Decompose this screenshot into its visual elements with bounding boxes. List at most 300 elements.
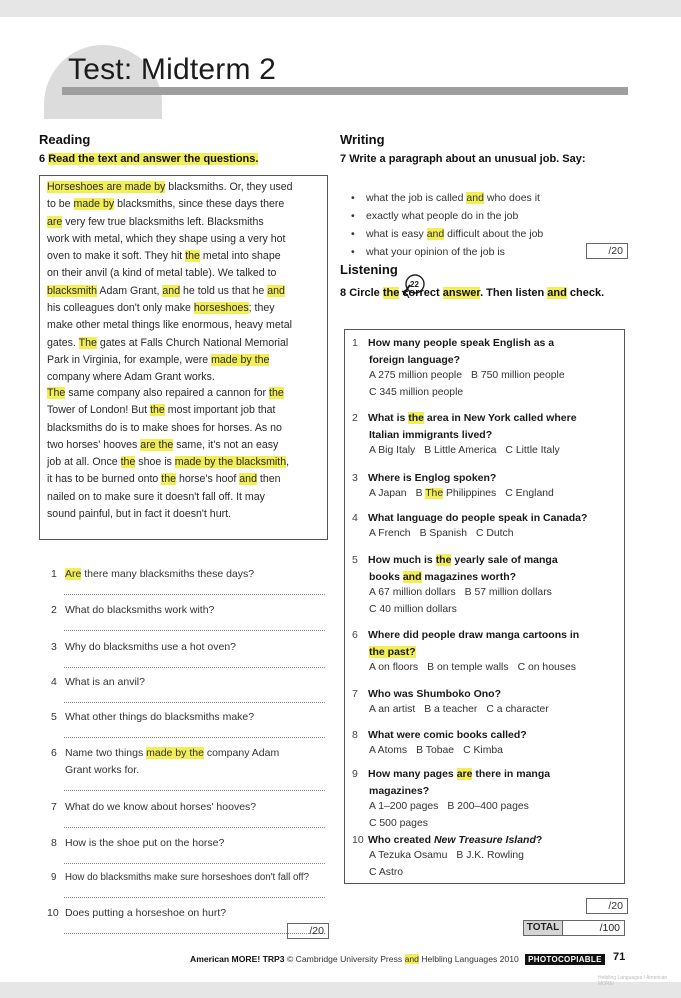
question-text: foreign language? (369, 354, 461, 366)
footer-copyright (190, 954, 605, 965)
text-run: he told us that he (180, 284, 268, 297)
text-run: most important job that (164, 404, 276, 417)
question-number: 7 (51, 801, 57, 813)
text-run: horseshoes (193, 302, 249, 315)
question-text: What is (368, 412, 409, 424)
option-text: 345 million people (379, 387, 464, 398)
writing-task-number: 7 (340, 153, 347, 165)
text-run: blacksmiths. Or, they used (165, 181, 293, 193)
option-letter: C (505, 445, 516, 456)
text-line (47, 231, 327, 248)
question-number: 2 (352, 412, 358, 424)
answer-options-row (369, 445, 569, 456)
answer-option[interactable] (416, 488, 497, 499)
text-run: it has to be burned onto (47, 473, 162, 486)
text-run: two horses' hooves (47, 438, 141, 451)
option-text: 1–200 pages (378, 801, 439, 812)
text-run: his colleagues don't only make (47, 302, 194, 315)
option-letter: A (369, 445, 379, 456)
answer-option[interactable] (369, 604, 457, 615)
bullet-text: exactly what people do in the job (366, 210, 519, 222)
text-run: sound painful, but in fact it doesn't hurt. (47, 508, 231, 521)
listening-question (352, 727, 527, 744)
footer-small-print: Helbling Languages / American MORE! (598, 975, 668, 987)
text-line (47, 471, 327, 488)
listening-question-line (352, 510, 587, 527)
text-run: and (239, 473, 257, 486)
text-run: the (161, 473, 176, 486)
listening-score-box[interactable]: /20 (586, 898, 628, 914)
option-letter: A (369, 745, 378, 756)
footer-copyright-before: © Cambridge University Press (286, 954, 405, 964)
question-number: 3 (352, 472, 358, 484)
answer-option[interactable] (486, 704, 548, 715)
worksheet-page (0, 17, 681, 987)
reading-paragraph-1 (47, 179, 327, 387)
option-text: 750 million people (480, 370, 565, 381)
reading-question (51, 566, 254, 583)
question-text: What do blacksmiths work with? (65, 604, 215, 616)
question-text: What language do people speak in Canada? (368, 512, 588, 524)
listening-task-number: 8 (340, 287, 347, 299)
question-text: magazines worth? (421, 571, 517, 583)
reading-task (39, 153, 258, 165)
listening-question-line (352, 335, 554, 352)
text-run: gates at Falls Church National Memorial (96, 336, 289, 349)
answer-options-row (369, 801, 538, 812)
text-run: gates. (47, 336, 79, 349)
text-run: Horseshoes are made by (47, 181, 166, 193)
option-text: a character (496, 704, 549, 715)
text-run: company where Adam Grant works. (47, 371, 215, 384)
text-run: The (78, 336, 97, 349)
text-line (47, 420, 327, 437)
writing-task (340, 153, 586, 165)
text-line (47, 385, 327, 402)
listening-task-run: Circle (349, 287, 383, 299)
option-text: J.K. Rowling (466, 850, 524, 861)
option-letter: A (369, 662, 379, 673)
listening-task (340, 287, 604, 299)
answer-option[interactable] (369, 818, 428, 829)
question-number: 6 (51, 747, 57, 759)
question-text: company Adam (203, 747, 280, 759)
answer-option[interactable] (456, 850, 524, 861)
question-text: How much is (368, 554, 436, 566)
answer-options-row (369, 488, 563, 499)
text-line (47, 300, 327, 317)
option-text: Japan (378, 488, 407, 499)
option-letter: B (419, 528, 430, 539)
answer-options-row (369, 587, 561, 598)
text-line (47, 265, 327, 282)
text-run: nailed on to make sure it doesn't fall off. It may (47, 490, 265, 503)
option-text: an artist (378, 704, 416, 715)
option-text: Little America (434, 445, 497, 456)
photocopiable-badge: PHOTOCOPIABLE (525, 954, 605, 965)
question-text: made by the (146, 747, 204, 759)
text-run: and (162, 284, 181, 297)
answer-option[interactable] (416, 745, 454, 756)
question-text: How do blacksmiths make sure horseshoes don't fall off? (65, 872, 309, 883)
answer-options-row (369, 370, 574, 381)
option-letter: C (486, 704, 497, 715)
question-text: What were comic books called? (368, 729, 527, 741)
answer-line[interactable] (64, 594, 325, 595)
listening-question (352, 832, 542, 849)
question-text: are (456, 768, 473, 780)
question-text: Does putting a horseshoe on hurt? (65, 907, 227, 919)
option-text: on temple walls (436, 662, 509, 673)
listening-question (352, 766, 550, 800)
answer-option[interactable] (505, 445, 559, 456)
answer-line[interactable] (64, 630, 325, 631)
text-run: then (256, 473, 281, 486)
answer-option[interactable] (465, 587, 552, 598)
option-letter: A (369, 528, 379, 539)
bullet-text: what is easy (366, 228, 427, 240)
answer-line[interactable] (64, 737, 325, 738)
question-number: 6 (352, 629, 358, 641)
footer-book-title: American MORE! TRP3 (190, 954, 285, 964)
title-underline-bar (62, 87, 628, 95)
answer-option[interactable] (369, 488, 407, 499)
text-line (47, 196, 327, 213)
answer-line[interactable] (64, 827, 325, 828)
option-letter: B (415, 488, 426, 499)
answer-option[interactable] (369, 745, 407, 756)
answer-line[interactable] (64, 863, 325, 864)
footer-copyright-after: Helbling Languages 2010 (418, 954, 519, 964)
listening-question-line (352, 686, 501, 703)
text-run: ; they (248, 302, 275, 315)
writing-task-text: Write a paragraph about an unusual job. Say: (349, 153, 586, 165)
reading-heading: Reading (39, 132, 91, 147)
text-run: made by the (211, 353, 270, 366)
text-run: The (47, 387, 66, 399)
option-letter: B (424, 704, 435, 715)
option-text: Spanish (429, 528, 467, 539)
question-number: 9 (51, 872, 57, 883)
question-text: New Treasure Island (433, 834, 536, 846)
reading-question (51, 835, 224, 852)
option-letter: B (456, 850, 467, 861)
text-run: job at all. Once (47, 456, 121, 469)
writing-bullet (351, 246, 505, 258)
question-number: 5 (352, 554, 358, 566)
option-text: 275 million people (378, 370, 463, 381)
answer-option[interactable] (369, 801, 438, 812)
reading-question (51, 799, 256, 816)
option-text: Astro (378, 867, 404, 878)
option-text: a teacher (434, 704, 478, 715)
text-line (47, 369, 327, 386)
option-text: Tobae (425, 745, 455, 756)
question-text: Where is Englog spoken? (368, 472, 497, 484)
text-line (47, 489, 327, 506)
question-number: 9 (352, 768, 358, 780)
listening-task-run: the (382, 287, 400, 299)
question-text: there many blacksmiths these days? (81, 568, 255, 580)
option-text: French (378, 528, 411, 539)
answer-option[interactable] (424, 445, 496, 456)
footer-and: and (404, 954, 419, 964)
text-run: Adam Grant, (97, 284, 163, 297)
option-text: on floors (378, 662, 419, 673)
listening-question-line (352, 627, 579, 644)
answer-option[interactable] (447, 801, 528, 812)
option-letter: C (369, 818, 380, 829)
listening-question (352, 410, 577, 444)
question-number: 10 (352, 834, 364, 846)
option-text: 57 million dollars (474, 587, 552, 598)
answer-option[interactable] (518, 662, 576, 673)
listening-track-number: 22 (410, 280, 419, 289)
question-number: 3 (51, 641, 57, 653)
answer-options-row (369, 604, 466, 615)
reading-paragraph-2 (47, 385, 327, 523)
reading-question (51, 639, 236, 656)
question-number: 10 (47, 907, 59, 919)
question-number: 4 (51, 676, 57, 688)
answer-options-row (369, 745, 512, 756)
option-letter: A (369, 488, 379, 499)
text-run: are (47, 215, 63, 228)
answer-line[interactable] (64, 897, 325, 898)
text-line (47, 402, 327, 419)
text-run: blacksmith (47, 284, 98, 297)
answer-option[interactable] (476, 528, 514, 539)
question-number: 8 (51, 837, 57, 849)
text-run: Tower of London! But (47, 404, 151, 417)
option-letter: B (424, 445, 435, 456)
text-run: shoe is (135, 456, 175, 469)
question-text: Where did people draw manga cartoons in (368, 629, 580, 641)
text-run: to be (47, 198, 74, 211)
option-letter: C (475, 528, 487, 539)
text-run: are the (140, 438, 174, 451)
answer-option[interactable] (420, 528, 467, 539)
bullet-icon: • (351, 246, 355, 258)
option-letter: A (369, 587, 379, 598)
option-text: Philippines (443, 488, 497, 499)
reading-question (51, 602, 214, 619)
question-text: ? (535, 834, 543, 846)
question-text: yearly sale of manga (451, 554, 558, 566)
question-number: 1 (51, 568, 57, 580)
option-text: England (515, 488, 554, 499)
answer-option[interactable] (424, 704, 477, 715)
option-text: 200–400 pages (457, 801, 529, 812)
reading-question (47, 905, 226, 922)
answer-option[interactable] (471, 370, 565, 381)
question-text: Are (65, 568, 82, 580)
text-run: made by the blacksmith (174, 456, 287, 469)
text-run: on their anvil (a kind of metal table). We talked to (47, 267, 277, 280)
option-letter: B (416, 745, 426, 756)
option-text: Little Italy (515, 445, 560, 456)
text-run: the (185, 250, 200, 263)
listening-question-line (352, 727, 527, 744)
question-text: Who created (368, 834, 434, 846)
text-run: blacksmiths, since these days there (114, 198, 285, 211)
question-text: Italian immigrants lived? (369, 429, 493, 441)
text-run: blacksmiths do is to make shoes for horses. As no (47, 421, 282, 434)
question-text: What do we know about horses' hooves? (65, 801, 257, 813)
option-letter: A (369, 704, 379, 715)
listening-question-line (352, 552, 558, 569)
listening-question (352, 470, 496, 487)
text-run: very few true blacksmiths left. Blacksmiths (62, 215, 264, 228)
question-number: 8 (352, 729, 358, 741)
writing-bullet (351, 210, 518, 222)
listening-question (352, 686, 501, 703)
reading-question (51, 745, 279, 779)
option-text: Kimba (473, 745, 503, 756)
reading-question (51, 674, 145, 691)
total-score-box[interactable]: /100 (562, 920, 625, 936)
bullet-text: and (466, 192, 484, 204)
total-label: TOTAL (523, 920, 563, 936)
question-text: area in New York called where (424, 412, 577, 424)
answer-option[interactable] (505, 488, 554, 499)
text-line (47, 437, 327, 454)
listening-task-run: and (547, 287, 567, 299)
text-run: Park in Virginia, for example, were (47, 353, 212, 366)
bullet-text: what the job is called (366, 192, 467, 204)
question-number: 4 (352, 512, 358, 524)
writing-bullet (351, 228, 543, 240)
answer-option[interactable] (369, 387, 463, 398)
option-letter: A (369, 370, 379, 381)
bullet-text: what your opinion of the job is (366, 246, 505, 258)
answer-line[interactable] (64, 933, 325, 934)
option-text: The (425, 488, 444, 499)
question-number: 7 (352, 688, 358, 700)
text-run: same company also repaired a cannon for (65, 387, 270, 399)
text-line (47, 179, 327, 196)
listening-question-line (352, 352, 554, 369)
answer-option[interactable] (463, 745, 503, 756)
listening-question (352, 627, 579, 661)
option-letter: C (463, 745, 474, 756)
answer-option[interactable] (369, 445, 415, 456)
reading-question (51, 709, 254, 726)
question-text: the (435, 554, 452, 566)
writing-heading: Writing (340, 132, 385, 147)
page-title: Test: Midterm 2 (68, 53, 277, 86)
option-text: Atoms (377, 745, 408, 756)
question-text: books (369, 571, 403, 583)
question-text: there in manga (472, 768, 551, 780)
listening-question-line (352, 427, 577, 444)
answer-option[interactable] (369, 704, 415, 715)
answer-line[interactable] (64, 702, 325, 703)
text-run: make other metal things like enormous, heavy metal (47, 319, 292, 332)
listening-question (352, 510, 587, 527)
text-run: same, it's not an easy (173, 438, 279, 451)
answer-options-row (369, 867, 412, 878)
question-text: the (408, 412, 425, 424)
option-text: 500 pages (379, 818, 428, 829)
reading-task-number: 6 (39, 153, 46, 165)
listening-question-line (352, 783, 550, 800)
answer-option[interactable] (369, 662, 418, 673)
listening-task-text (349, 287, 604, 299)
listening-question-line (352, 470, 496, 487)
answer-options-row (369, 818, 437, 829)
reading-question (51, 869, 309, 886)
option-letter: B (447, 801, 458, 812)
bullet-text: who does it (483, 192, 540, 204)
question-text: Who was Shumboko Ono? (368, 688, 501, 700)
answer-option[interactable] (369, 528, 411, 539)
listening-heading: Listening (340, 262, 398, 277)
page-number: 71 (613, 951, 626, 963)
answer-options-row (369, 662, 585, 673)
option-letter: C (505, 488, 516, 499)
text-line (47, 454, 327, 471)
listening-task-run: answer (442, 287, 481, 299)
option-text: 40 million dollars (379, 604, 457, 615)
listening-question-line (352, 644, 579, 661)
option-text: Big Italy (378, 445, 416, 456)
answer-line[interactable] (64, 667, 325, 668)
option-letter: A (369, 801, 379, 812)
question-text: How many people speak English as a (368, 337, 555, 349)
option-text: on houses (527, 662, 576, 673)
answer-option[interactable] (369, 867, 403, 878)
question-text: What other things do blacksmiths make? (65, 711, 255, 723)
answer-option[interactable] (427, 662, 508, 673)
option-letter: A (369, 850, 379, 861)
question-number: 2 (51, 604, 57, 616)
text-line (47, 283, 327, 300)
text-line (47, 335, 327, 352)
answer-option[interactable] (369, 850, 447, 861)
answer-option[interactable] (369, 587, 456, 598)
writing-score-box[interactable]: /20 (586, 243, 628, 259)
listening-question (352, 335, 554, 369)
answer-option[interactable] (369, 370, 462, 381)
option-text: 67 million dollars (378, 587, 456, 598)
option-letter: C (369, 867, 379, 878)
listening-task-run: . Then listen (480, 287, 548, 299)
bullet-text: difficult about the job (444, 228, 544, 240)
listening-question-line (352, 569, 558, 586)
text-run: work with metal, which they shape using a very hot (47, 232, 286, 245)
option-letter: B (471, 370, 481, 381)
text-run: made by (73, 198, 115, 211)
answer-options-row (369, 704, 558, 715)
listening-question (352, 552, 558, 586)
text-run: the (120, 456, 136, 469)
text-run: , (286, 456, 290, 469)
text-run: the (150, 404, 165, 417)
listening-question-line (352, 410, 577, 427)
bullet-icon: • (351, 210, 355, 222)
answer-options-row (369, 387, 472, 398)
question-number: 1 (352, 337, 358, 349)
reading-score-box[interactable]: /20 (287, 923, 329, 939)
option-letter: B (427, 662, 437, 673)
answer-options-row (369, 528, 523, 539)
text-line (47, 248, 327, 265)
answer-line[interactable] (64, 790, 325, 791)
question-text: How many pages (368, 768, 457, 780)
option-letter: C (517, 662, 528, 673)
listening-task-run: check. (566, 287, 605, 299)
